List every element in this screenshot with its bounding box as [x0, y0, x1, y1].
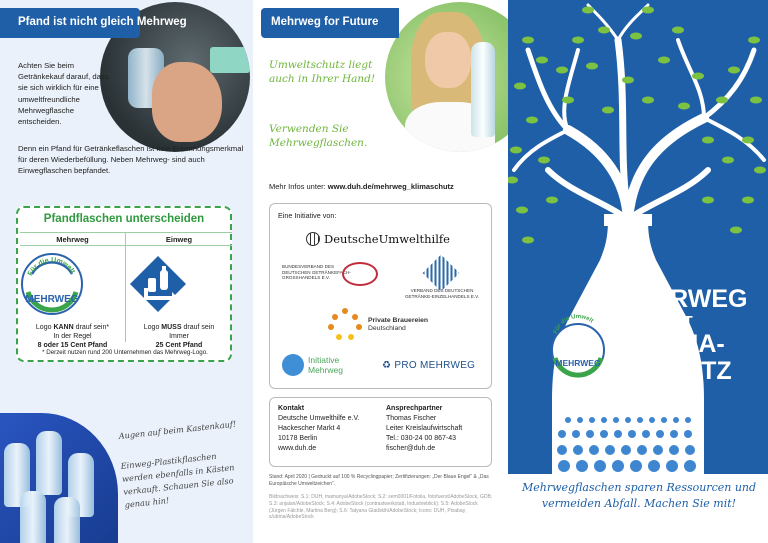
intro-text: Achten Sie beim Getränkekauf darauf, dass sie sich wirklich für eine umweltfreundliche Mehrwegflasche entscheiden.	[18, 61, 109, 127]
vdg-logo-text: VERBAND DES DEUTSCHEN GETRÄNKE-EINZELHANDELS E.V.	[404, 288, 480, 299]
globe-icon	[306, 232, 320, 246]
mehrweg-column	[20, 232, 126, 349]
duh-logo: DeutscheUmwelthilfe	[306, 232, 450, 246]
mehrweg-header: Mehrweg	[20, 232, 125, 246]
pfandflaschen-box	[16, 206, 232, 362]
mehrweg-logo-icon	[20, 252, 84, 316]
vdg-emblem-icon	[423, 255, 460, 292]
glass-bottle-image	[471, 42, 495, 137]
slogan-umweltschutz: Umweltschutz liegt auch in Ihrer Hand!	[269, 59, 376, 85]
print-notice: Stand: April 2020 | Gedruckt auf 100 % Recyclingpapier; Zertifizierungen: „Der Blaue Engel“ & „Das Europäische Umweltzeichen“.	[269, 474, 489, 487]
initiative-box	[269, 203, 492, 389]
initiative-title: Eine Initiative von:	[278, 211, 337, 220]
slogan-mehrwegflaschen: Verwenden Sie Mehrwegflaschen.	[269, 123, 368, 149]
panel-pfand	[0, 0, 253, 543]
svg-text:Für die Umwelt: Für die Umwelt	[553, 313, 595, 335]
face-shape	[425, 32, 471, 88]
section-banner-pfand: Pfand ist nicht gleich Mehrweg	[0, 8, 140, 38]
more-info-line: Mehr Infos unter: www.duh.de/mehrweg_klimaschutz	[269, 182, 454, 191]
einweg-header: Einweg	[126, 232, 232, 246]
svg-text:Für die Umwelt: Für die Umwelt	[26, 256, 76, 278]
bvd-logo-text: BUNDESVERBAND DES DEUTSCHEN GETRÄNKEFACH-GROSSHANDELS E.V.	[282, 264, 351, 281]
einweg-caption: Logo MUSS drauf sein Immer 25 Cent Pfand	[143, 324, 215, 349]
crate-warning-note: Augen auf beim Kastenkauf!	[118, 418, 237, 441]
mehrweg-caption: Logo KANN drauf sein* In der Regel 8 oder 15 Cent Pfand	[35, 324, 110, 349]
tree-bottle-illustration	[508, 0, 768, 543]
einweg-logo-icon	[126, 252, 190, 316]
leaf-bottle-icon	[282, 354, 304, 376]
panel-cover	[508, 0, 768, 543]
bvd-emblem-icon	[342, 262, 378, 286]
section-banner-future: Mehrweg for Future	[261, 8, 399, 38]
partner-column: Ansprechpartner Thomas Fischer Leiter Kreislaufwirtschaft Tel.: 030-24 00 867-43 fischer@duh.de	[386, 405, 463, 452]
pro-mehrweg-logo: ♻ PRO MEHRWEG	[382, 360, 476, 371]
more-info-link[interactable]: www.duh.de/mehrweg_klimaschutz	[327, 182, 454, 191]
contact-column: Kontakt Deutsche Umwelthilfe e.V. Hackescher Markt 4 10178 Berlin www.duh.de	[278, 405, 360, 452]
contact-box	[269, 397, 492, 467]
brauereien-dots-icon	[328, 308, 362, 342]
svg-text:MEHRWEG: MEHRWEG	[25, 294, 79, 305]
box-title: Pfandflaschen unterscheiden	[43, 213, 205, 225]
panel-future	[253, 0, 508, 543]
hand-image	[152, 62, 222, 142]
cover-title: MEHRWEG IST KLIMA- SCHUTZ	[614, 285, 748, 385]
image-credits: Bildnachweis: S.1: DUH, mamanya/AdobeStock; S.2: sem0001/Fotolia, fotofuerst/AdobeStock, GDB; S.3: anjalan/AdobeStock; S.4: AdobeStock (contrastwerkstatt, Industrieblick); S.5: AdobeStock (Jürgen Fälchle, Martina Berg); S.6: Tatyana Gladskih/AdobeStock; Icons: DUH, Pixabay, s/ubtna/AdobeStock	[269, 494, 493, 521]
einweg-column	[126, 232, 232, 349]
girl-with-bottle-photo	[385, 2, 508, 152]
machine-screen	[210, 47, 250, 73]
box-footnote: * Derzeit nutzen rund 200 Unternehmen das Mehrweg-Logo.	[42, 349, 208, 356]
svg-text:MEHRWEG: MEHRWEG	[555, 358, 601, 368]
pfand-paragraph: Denn ein Pfand für Getränkeflaschen ist kein Erkennungsmerkmal für deren Wiederbefüllung. Neben Mehrweg- sind auch Einwegflaschen bepfandet.	[18, 144, 244, 176]
brauereien-logo: Private Brauereien Deutschland	[328, 308, 428, 342]
cover-slogan: Mehrwegflaschen sparen Ressourcen und vermeiden Abfall. Machen Sie mit!	[521, 481, 757, 510]
initiative-mehrweg-logo: Initiative Mehrweg	[282, 354, 354, 376]
crate-info-note: Einweg-Plastikflaschen werden ebenfalls in Kästen verkauft. Schauen Sie also genau hin!	[120, 450, 235, 510]
